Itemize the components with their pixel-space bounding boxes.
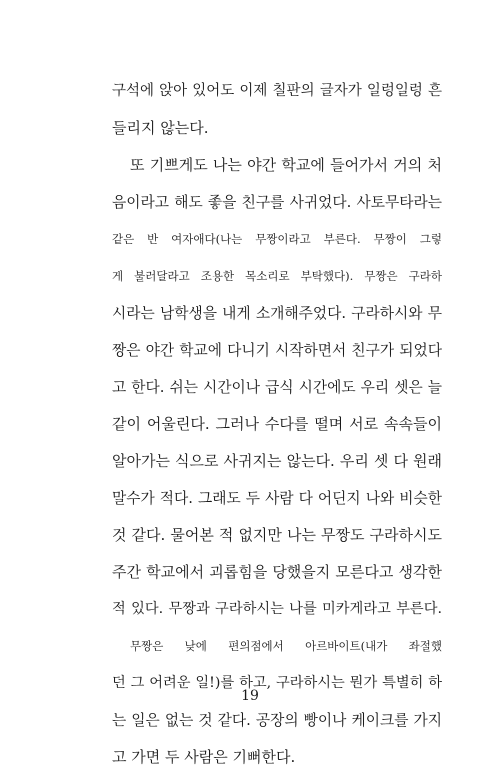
text-line: 고 한다. 쉬는 시간이나 급식 시간에도 우리 셋은 늘 <box>112 379 442 396</box>
text-line: 것 같다. 물어본 적 없지만 나는 무짱도 구라하시도 <box>112 526 442 544</box>
text-line: 게 불러달라고 조용한 목소리로 부탁했다). 무짱은 구라하 <box>112 269 442 283</box>
text-line: 적 있다. 무짱과 구라하시는 나를 미카게라고 부른다. <box>112 601 442 617</box>
text-line: 는 일은 없는 것 같다. 공장의 빵이나 케이크를 가지 <box>112 712 442 729</box>
text-line: 구석에 앉아 있어도 이제 칠판의 글자가 일렁일렁 흔 <box>112 83 442 99</box>
text-line: 짱은 야간 학교에 다니기 시작하면서 친구가 되었다 <box>112 342 442 359</box>
text-line: 음이라고 해도 좋을 친구를 사귀었다. 사토무타라는 <box>112 194 442 211</box>
text-line: 주간 학교에서 괴롭힘을 당했을지 모른다고 생각한 <box>112 563 442 581</box>
text-line: 같은 반 여자애다(나는 무짱이라고 부른다. 무짱이 그렇 <box>112 232 442 246</box>
body-text <box>112 73 442 776</box>
paragraph-start-line: 무짱은 낮에 편의점에서 아르바이트(내가 좌절했 <box>130 639 442 653</box>
text-line: 고 가면 두 사람은 기뻐한다. <box>112 748 296 766</box>
text-line: 알아가는 식으로 사귀지는 않는다. 우리 셋 다 원래 <box>112 452 442 470</box>
page-number: 19 <box>241 688 259 704</box>
text-line: 같이 어울린다. 그러나 수다를 떨며 서로 속속들이 <box>112 415 442 433</box>
paragraph-start-line: 또 기쁘게도 나는 야간 학교에 들어가서 거의 처 <box>130 156 442 174</box>
text-line: 시라는 남학생을 내게 소개해주었다. 구라하시와 무 <box>112 305 442 322</box>
text-line: 들리지 않는다. <box>112 119 209 137</box>
text-line: 말수가 적다. 그래도 두 사람 다 어딘지 나와 비슷한 <box>112 490 442 507</box>
text-line: 던 그 어려운 일!)를 하고, 구라하시는 뭔가 특별히 하 <box>112 675 442 691</box>
